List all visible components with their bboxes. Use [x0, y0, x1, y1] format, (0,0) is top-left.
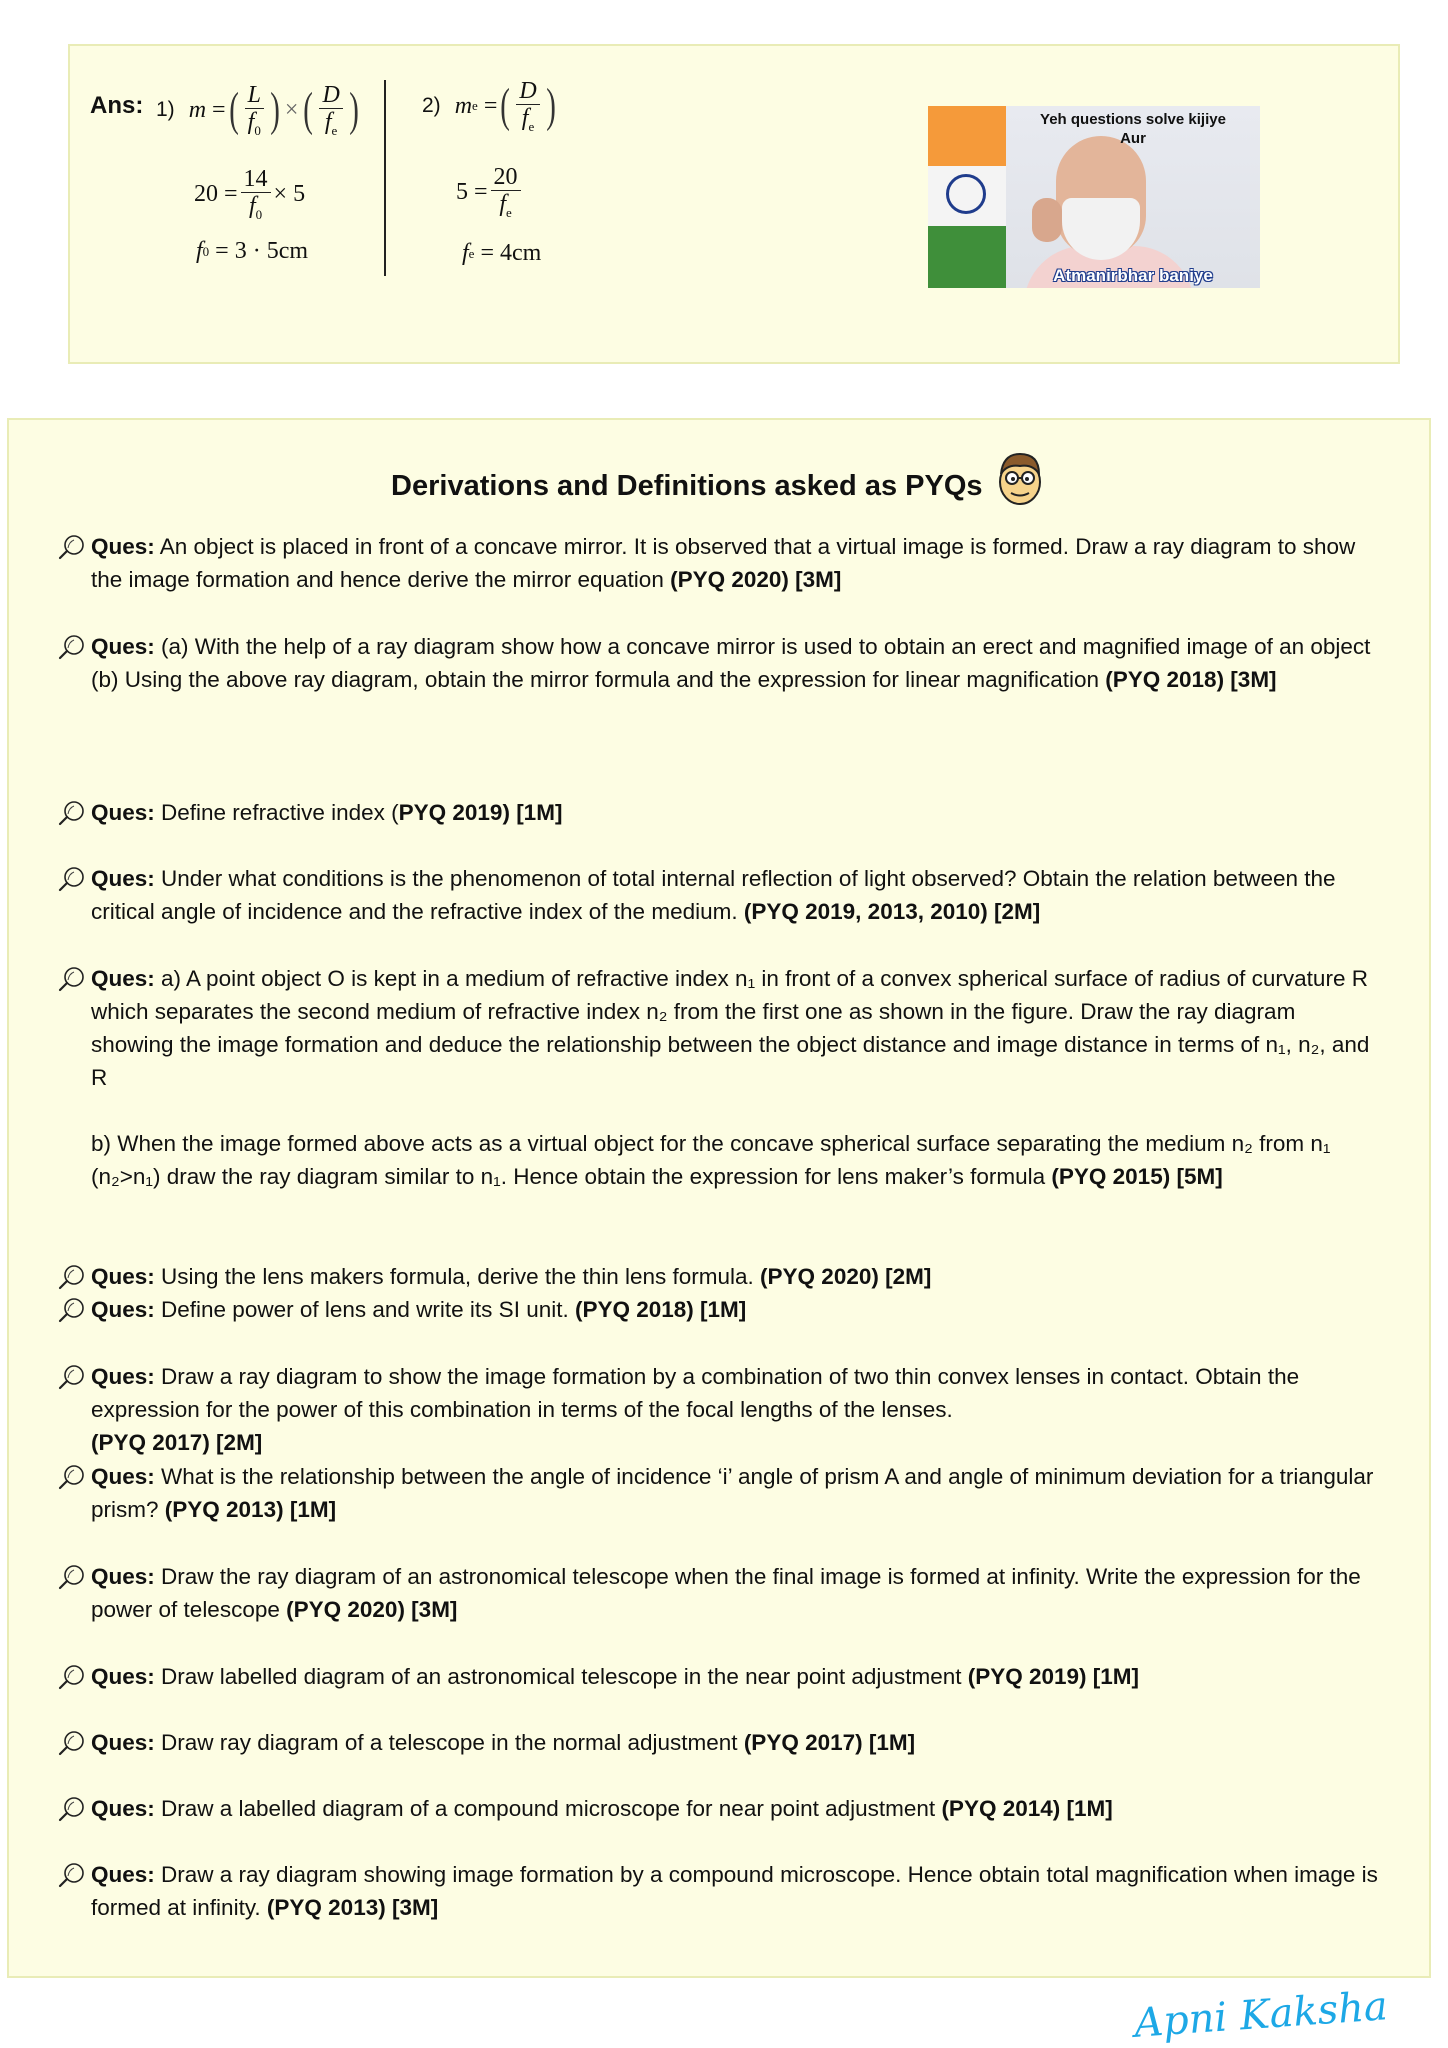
figure-hand [1032, 198, 1062, 242]
magnifier-icon [57, 1297, 87, 1323]
magnifier-icon [57, 1730, 87, 1756]
meme-caption-bottom: Atmanirbhar baniye [1053, 266, 1213, 285]
question-tag: (PYQ 2020) [3M] [670, 567, 842, 592]
magnifier-icon [57, 634, 87, 660]
flag-saffron-stripe [928, 106, 1006, 166]
question-text: Draw labelled diagram of an astronomical telescope in the near point adjustment [154, 1664, 968, 1689]
question-13 [91, 1792, 1381, 1825]
magnifier-icon [57, 1862, 87, 1888]
question-tag: (PYQ 2019, 2013, 2010) [2M] [743, 899, 1041, 924]
part1-result [196, 238, 308, 265]
question-lead: Ques: [91, 1730, 155, 1755]
part1-formula: 1) m = ( $\frac{L}{f_0}$ ) × ( $\frac{D}{f_e}$ ) [156, 82, 359, 139]
fraction-14-over-f0 [241, 166, 271, 222]
part1-number: 1) [156, 98, 175, 122]
question-text: Define power of lens and write its SI unit. [154, 1297, 575, 1322]
question-text: Draw ray diagram of a telescope in the normal adjustment [154, 1730, 744, 1755]
flag-green-stripe [928, 226, 1006, 288]
brand-logo: Apni Kaksha [1132, 1983, 1390, 2047]
question-text: a) A point object O is kept in a medium of refractive index n₁ in front of a convex spherical surface of radius of curvature R which separates the second medium of refractive index n₂ from the first one as shown in the figure. Draw the ray diagram showing the image formation and deduce the relationship between the object distance and image distance in terms of n₁, n₂, and R [91, 966, 1370, 1090]
question-lead: Ques: [91, 1796, 155, 1821]
question-9 [91, 1460, 1381, 1526]
meme-image [928, 106, 1260, 288]
question-lead: Ques: [91, 800, 155, 825]
var-D: D [322, 82, 340, 108]
question-text: Define refractive index ( [154, 800, 399, 825]
part2-sub-num: 20 [491, 164, 521, 191]
vertical-divider [384, 80, 386, 276]
result2-value: = 4cm [480, 240, 542, 266]
question-tag: (PYQ 2020) [3M] [286, 1597, 458, 1622]
part2-sub-den-sub: e [505, 205, 512, 221]
magnifier-icon [57, 1264, 87, 1290]
result2-f: f [462, 240, 469, 266]
question-2 [91, 630, 1381, 696]
question-6 [91, 1260, 1381, 1293]
sub-e: e [331, 123, 338, 139]
question-11 [91, 1660, 1381, 1693]
cartoon-avatar-icon [993, 448, 1047, 513]
question-text: Under what conditions is the phenomenon of total internal reflection of light observed? Obtain the relation between the critical angle of incidence and the refractive index of the medium. [91, 866, 1336, 924]
part1-sub-num: 14 [241, 166, 271, 193]
section-header [9, 454, 1429, 519]
var-D2: D [519, 78, 537, 104]
magnifier-icon [57, 534, 87, 560]
meme-caption-line-1: Yeh questions solve kijiye [1040, 111, 1226, 128]
question-lead: Ques: [91, 634, 155, 659]
magnifier-icon [57, 866, 87, 892]
part2-number: 2) [422, 94, 441, 118]
question-1 [91, 530, 1381, 596]
part2-formula: 2) m e = ( $\frac{D}{f_e}$ ) [422, 78, 556, 135]
result1-sub: 0 [202, 243, 210, 259]
part2-sub-den: f [499, 191, 506, 218]
fraction-l-over-f0 [245, 82, 264, 138]
part1-sub-den: f [248, 193, 256, 220]
result1-f: f [196, 238, 203, 264]
part2-result [462, 240, 541, 267]
question-tag: (PYQ 2013) [1M] [164, 1497, 337, 1522]
question-lead: Ques: [91, 866, 155, 891]
question-text: (a) With the help of a ray diagram show how a concave mirror is used to obtain an erect and magnified image of an object [154, 634, 1371, 659]
part1-substitution [194, 166, 305, 222]
var-fe: f [324, 109, 332, 136]
question-lead: Ques: [91, 1364, 155, 1389]
question-lead: Ques: [91, 1464, 155, 1489]
question-text: What is the relationship between the angle of incidence ‘i’ angle of prism A and angle of minimum deviation for a triangular prism? [91, 1464, 1374, 1522]
magnifier-icon [57, 1664, 87, 1690]
part2-sub-lhs: 5 = [456, 178, 488, 205]
question-14 [91, 1858, 1381, 1924]
magnifier-icon [57, 800, 87, 826]
answer-label: Ans: [90, 92, 144, 119]
question-text: An object is placed in front of a concave mirror. It is observed that a virtual image is formed. Draw a ray diagram to show the image formation and hence derive the mirror equation [91, 534, 1356, 592]
question-tag: PYQ 2019) [1M] [398, 800, 563, 825]
question-tag: (PYQ 2020) [2M] [760, 1264, 932, 1289]
question-lead: Ques: [91, 1564, 155, 1589]
fraction-d-over-fe-2 [516, 78, 539, 134]
question-tag: (PYQ 2018) [3M] [1105, 667, 1277, 692]
question-3 [91, 796, 1381, 829]
part1-sub-lhs: 20 = [194, 180, 238, 207]
var-m: m [188, 96, 207, 123]
question-4 [91, 862, 1381, 928]
question-text: Draw a ray diagram to show the image formation by a combination of two thin convex lenses in contact. Obtain the expression for the power of this combination in terms of the focal lengths of the lenses. [91, 1364, 1300, 1422]
meme-caption-line-2: Aur [1120, 130, 1146, 147]
fraction-20-over-fe [491, 164, 521, 220]
question-tag: (PYQ 2013) [3M] [266, 1895, 439, 1920]
pyq-box [7, 418, 1431, 1978]
var-L: L [247, 82, 261, 108]
question-12 [91, 1726, 1381, 1759]
sub-0: 0 [254, 123, 261, 139]
question-tag: (PYQ 2017) [2M] [91, 1430, 263, 1455]
question-lead: Ques: [91, 966, 155, 991]
question-text-b: b) When the image formed above acts as a virtual object for the concave spherical surface separating the medium n₂ from n₁ (n₂>n₁) draw the ray diagram similar to n₁. Hence obtain the expression for lens maker’s formula [91, 1131, 1331, 1189]
var-fe2: f [521, 105, 529, 132]
question-lead: Ques: [91, 1862, 155, 1887]
question-5 [91, 962, 1381, 1193]
part2-substitution [456, 164, 524, 220]
part1-sub-rhs: × 5 [273, 180, 306, 207]
question-text: Draw a ray diagram showing image formation by a compound microscope. Hence obtain total magnification when image is formed at infinity. [91, 1862, 1378, 1920]
question-lead: Ques: [91, 1664, 155, 1689]
question-lead: Ques: [91, 1264, 155, 1289]
magnifier-icon [57, 1464, 87, 1490]
question-text: Using the lens makers formula, derive the thin lens formula. [154, 1264, 761, 1289]
question-text: Draw a labelled diagram of a compound microscope for near point adjustment [154, 1796, 942, 1821]
part1-sub-den-sub: 0 [255, 207, 263, 223]
question-tag: (PYQ 2019) [1M] [967, 1664, 1140, 1689]
answer-box [68, 44, 1400, 364]
fraction-d-over-fe [319, 82, 342, 138]
question-8 [91, 1360, 1381, 1459]
chakra-icon [946, 174, 986, 214]
question-text: Draw the ray diagram of an astronomical telescope when the final image is formed at infinity. Write the expression for the power of telescope [91, 1564, 1361, 1622]
var-f0: f [247, 109, 255, 136]
var-me: m [454, 92, 473, 119]
magnifier-icon [57, 966, 87, 992]
question-lead: Ques: [91, 534, 155, 559]
question-tag: (PYQ 2018) [1M] [574, 1297, 747, 1322]
magnifier-icon [57, 1564, 87, 1590]
meme-caption-top [1006, 110, 1260, 148]
question-10 [91, 1560, 1381, 1626]
magnifier-icon [57, 1796, 87, 1822]
sub-me: e [472, 98, 478, 114]
question-tag: (PYQ 2014) [1M] [941, 1796, 1113, 1821]
section-title: Derivations and Definitions asked as PYQs [391, 470, 983, 502]
sub-e2: e [528, 119, 535, 135]
question-7 [91, 1293, 1381, 1326]
result2-sub: e [468, 245, 475, 261]
result1-value: = 3 · 5cm [215, 238, 309, 264]
question-tag: (PYQ 2017) [1M] [743, 1730, 916, 1755]
question-lead: Ques: [91, 1297, 155, 1322]
question-text-b: (b) Using the above ray diagram, obtain the mirror formula and the expression for linear magnification [91, 667, 1106, 692]
question-tag: (PYQ 2015) [5M] [1051, 1164, 1223, 1189]
magnifier-icon [57, 1364, 87, 1390]
